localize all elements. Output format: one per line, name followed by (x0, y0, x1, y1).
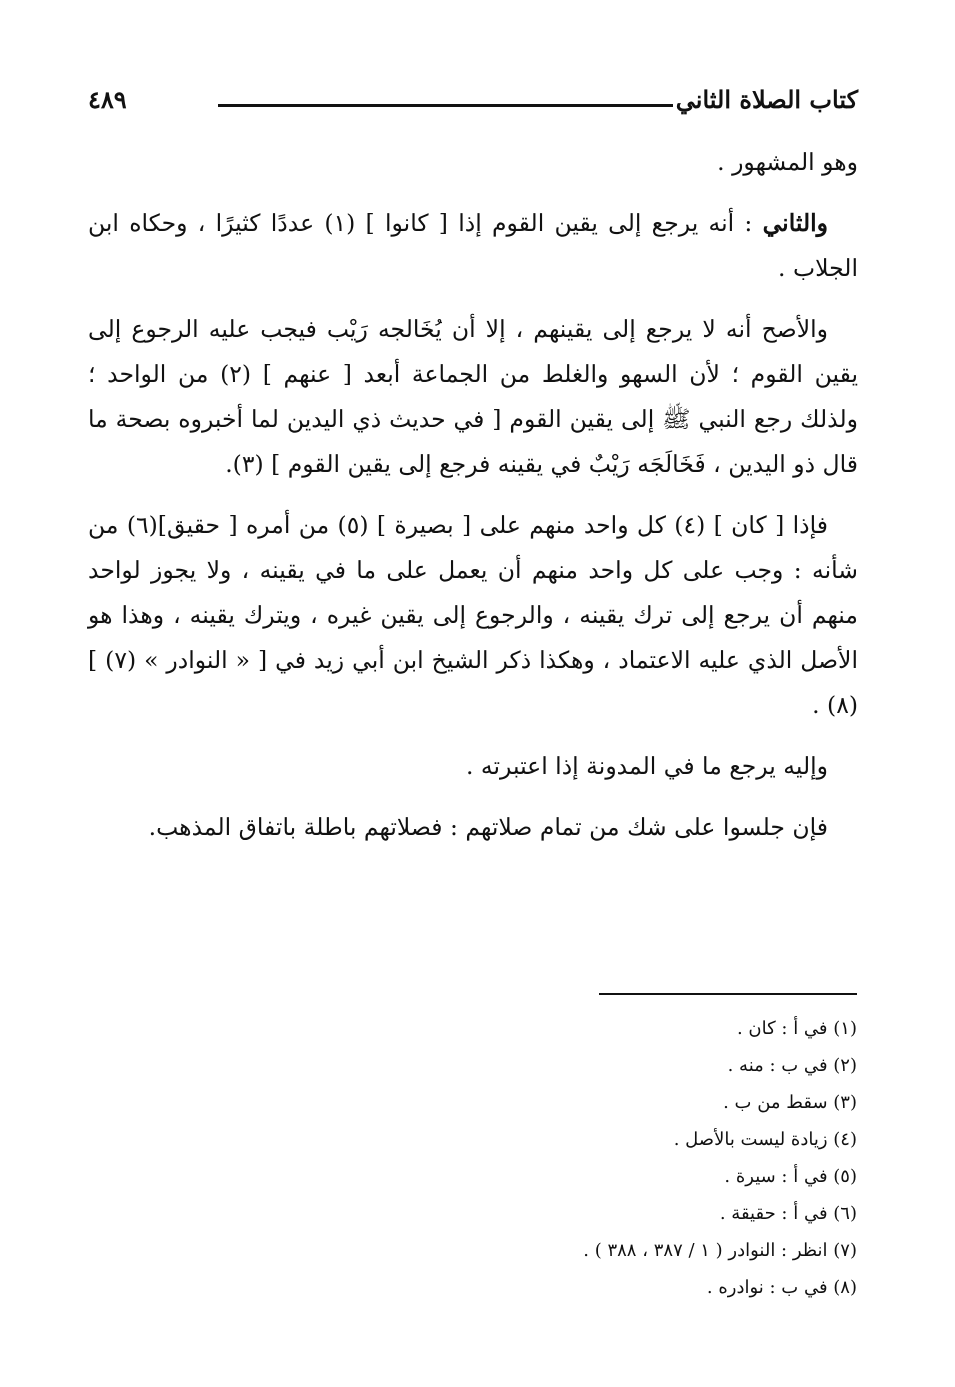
page-number: ٤٨٩ (88, 85, 127, 114)
paragraph-6: فإن جلسوا على شك من تمام صلاتهم : فصلاتهم باطلة باتفاق المذهب. (148, 813, 828, 841)
paragraph-4: فإذا [ كان ] (٤) كل واحد منهم على [ بصيرة ] (٥) من أمره [ حقيق](٦) من شأنه : وجب على كل واحد منهم أن يعمل على ما في يقينه ، ولا يجوز لواحد منهم أن يرجع إلى ترك يقينه ، والرجوع إلى يقين غيره ، ويترك يقينه ، وهذا هو الأصل الذي عليه الاعتماد ، وهكذا ذكر الشيخ ابن أبي زيد في [ « النوادر » (٧) ] (٨) . (88, 511, 858, 719)
book-title: كتاب الصلاة الثاني (675, 85, 858, 114)
footnote-separator (599, 993, 857, 995)
header-rule (218, 104, 673, 107)
paragraph-2-body: : أنه يرجع إلى يقين القوم إذا [ كانوا ] (١) عددًا كثيرًا ، وحكاه ابن الجلاب . (88, 209, 858, 282)
paragraph-3: والأصح أنه لا يرجع إلى يقينهم ، إلا أن يُخَالجه رَيْب فيجب عليه الرجوع إلى يقين القوم ؛ لأن السهو والغلط من الجماعة أبعد [ عنهم ] (٢) من الواحد ؛ ولذلك رجع النبي ﷺ إلى يقين القوم [ في حديث ذي اليدين لما أخبروه بصحة ما قال ذو اليدين ، فَخَالَجَه رَيْبٌ في يقينه فرجع إلى يقين القوم ] (٣). (88, 315, 858, 478)
footnote: (٧) انظر : النوادر ( ١ / ٣٨٧ ، ٣٨٨ ) . (583, 1240, 857, 1261)
paragraph-1: وهو المشهور . (717, 148, 858, 176)
footnote: (٤) زيادة ليست بالأصل . (673, 1129, 857, 1150)
paragraph-2 (88, 201, 858, 291)
footnote: (٢) في ب : منه . (727, 1055, 857, 1076)
footnote: (٦) في أ : حقيقة . (719, 1203, 857, 1224)
footnotes-list (117, 1010, 857, 1306)
running-header (88, 80, 858, 124)
footnote: (١) في أ : كان . (736, 1018, 857, 1039)
paragraph-2-lead: والثاني (762, 209, 828, 237)
footnote: (٣) سقط من ب . (723, 1092, 857, 1113)
main-text (88, 140, 858, 866)
paragraph-5: وإليه يرجع ما في المدونة إذا اعتبرته . (465, 752, 828, 780)
footnote: (٥) في أ : سيرة . (724, 1166, 857, 1187)
footnote: (٨) في ب : نوادره . (706, 1277, 857, 1298)
